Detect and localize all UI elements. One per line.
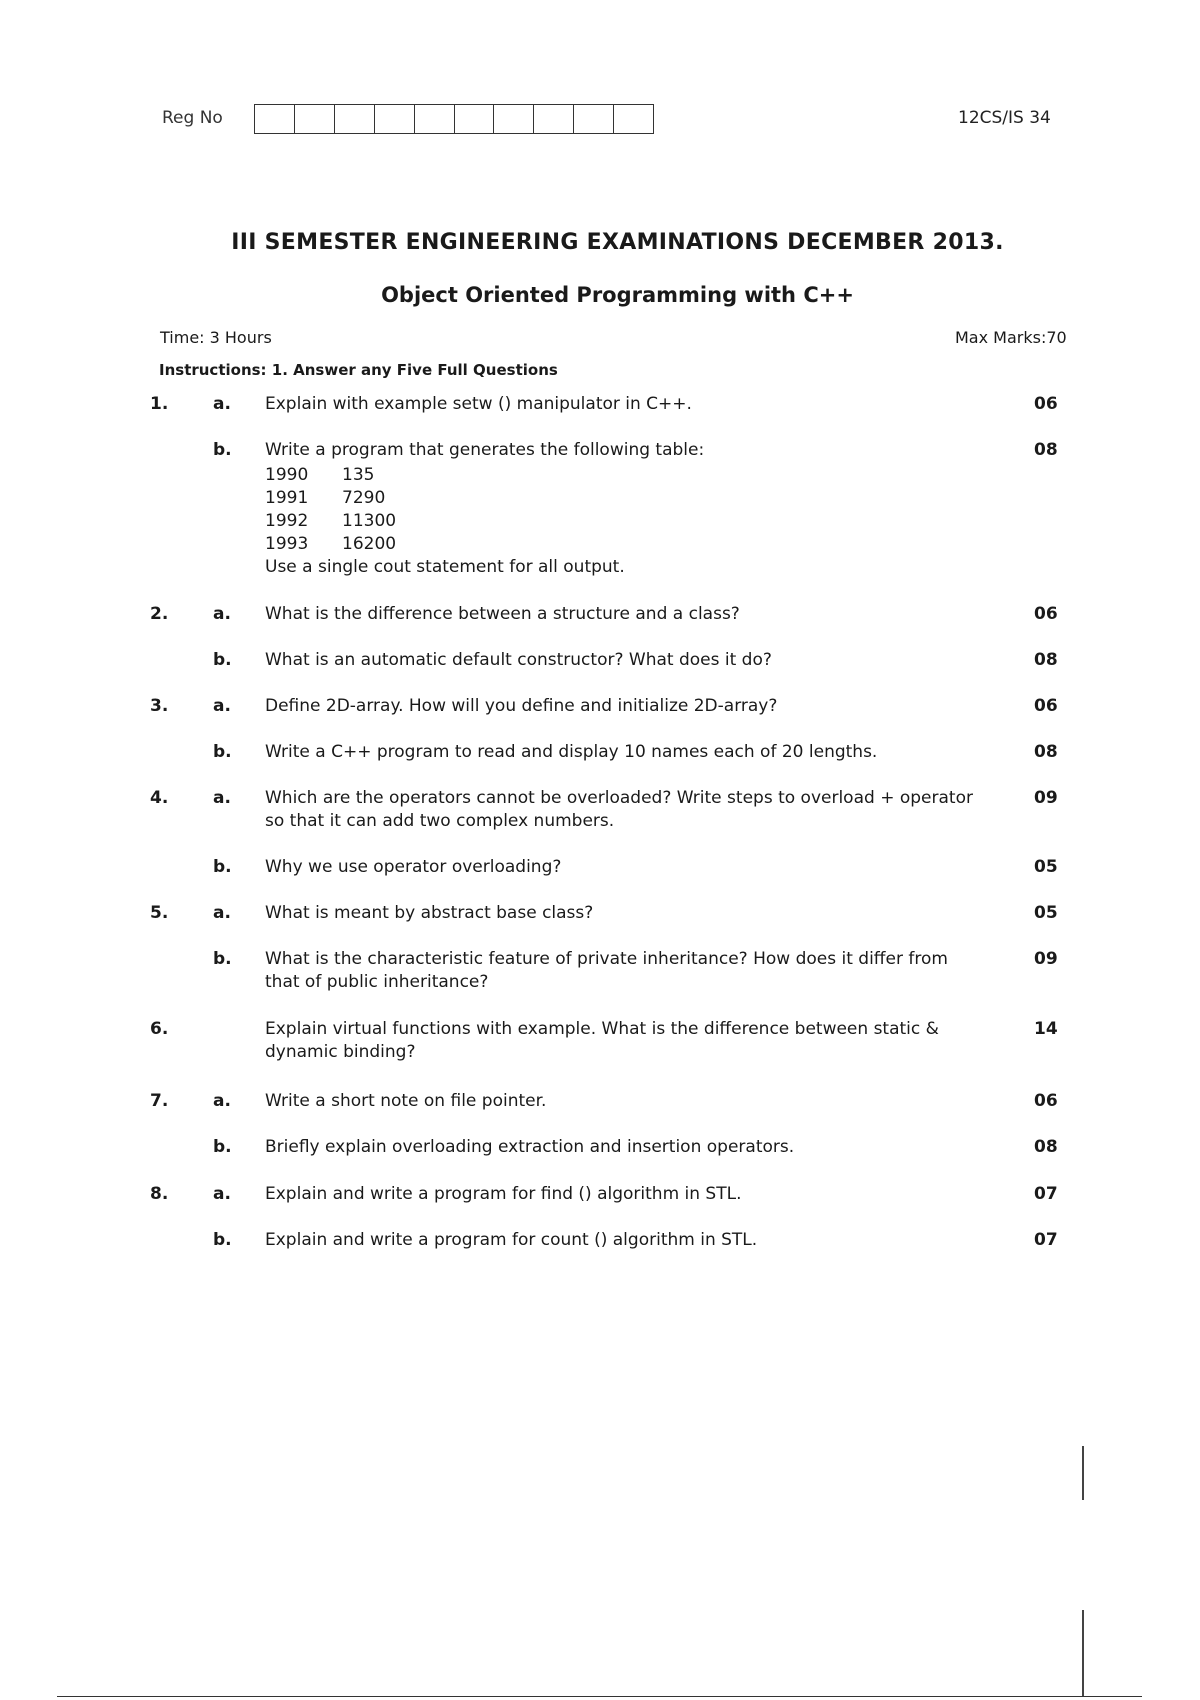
reg-no-digit-box[interactable] bbox=[415, 105, 455, 133]
question-part: a. bbox=[213, 696, 231, 716]
question-text: What is the characteristic feature of private inheritance? How does it differ from that of public inheritance? bbox=[265, 949, 948, 992]
question-part: b. bbox=[213, 440, 232, 460]
question-text: Define 2D-array. How will you define and initialize 2D-array? bbox=[265, 696, 778, 716]
question-text: Write a short note on file pointer. bbox=[265, 1091, 547, 1111]
reg-no-label: Reg No bbox=[162, 108, 223, 128]
table-cell: 135 bbox=[342, 465, 375, 485]
question-part: b. bbox=[213, 1230, 232, 1250]
question-part: a. bbox=[213, 394, 231, 414]
table-row bbox=[265, 533, 985, 556]
table-cell: 1991 bbox=[265, 488, 309, 508]
question-marks: 14 bbox=[1034, 1019, 1058, 1039]
question-text: Explain virtual functions with example. What is the difference between static & dynamic binding? bbox=[265, 1019, 939, 1062]
question-part: a. bbox=[213, 604, 231, 624]
question-marks: 06 bbox=[1034, 604, 1058, 624]
question-marks: 08 bbox=[1034, 440, 1058, 460]
reg-no-boxes[interactable] bbox=[254, 104, 654, 134]
question-number: 8. bbox=[150, 1184, 169, 1204]
question-number: 6. bbox=[150, 1019, 169, 1039]
table-cell: 11300 bbox=[342, 511, 397, 531]
reg-no-digit-box[interactable] bbox=[255, 105, 295, 133]
question-part: b. bbox=[213, 742, 232, 762]
course-code: 12CS/IS 34 bbox=[958, 108, 1051, 128]
footer-rule bbox=[57, 1696, 1142, 1697]
question-part: b. bbox=[213, 650, 232, 670]
question-marks: 08 bbox=[1034, 1137, 1058, 1157]
table-cell: 1992 bbox=[265, 511, 309, 531]
question-text: What is the difference between a structure and a class? bbox=[265, 604, 740, 624]
table-cell: 16200 bbox=[342, 534, 397, 554]
reg-no-digit-box[interactable] bbox=[295, 105, 335, 133]
question-number: 3. bbox=[150, 696, 169, 716]
question-text: What is meant by abstract base class? bbox=[265, 903, 594, 923]
reg-no-digit-box[interactable] bbox=[534, 105, 574, 133]
question-part: a. bbox=[213, 903, 231, 923]
question-text: Explain and write a program for count () algorithm in STL. bbox=[265, 1230, 758, 1250]
table-row bbox=[265, 487, 985, 510]
question-marks: 06 bbox=[1034, 394, 1058, 414]
question-number: 1. bbox=[150, 394, 169, 414]
reg-no-digit-box[interactable] bbox=[494, 105, 534, 133]
question-part: b. bbox=[213, 857, 232, 877]
question-part: b. bbox=[213, 1137, 232, 1157]
table-cell: 7290 bbox=[342, 488, 386, 508]
question-text: What is an automatic default constructor? What does it do? bbox=[265, 650, 772, 670]
reg-no-digit-box[interactable] bbox=[455, 105, 495, 133]
question-marks: 05 bbox=[1034, 857, 1058, 877]
question-number: 7. bbox=[150, 1091, 169, 1111]
question-marks: 08 bbox=[1034, 742, 1058, 762]
table-row bbox=[265, 464, 985, 487]
margin-mark bbox=[1082, 1610, 1084, 1696]
question-part: a. bbox=[213, 788, 231, 808]
question-marks: 06 bbox=[1034, 696, 1058, 716]
reg-no-digit-box[interactable] bbox=[335, 105, 375, 133]
subject-title: Object Oriented Programming with C++ bbox=[381, 283, 854, 307]
question-marks: 08 bbox=[1034, 650, 1058, 670]
exam-duration: Time: 3 Hours bbox=[160, 328, 272, 347]
table-cell: 1993 bbox=[265, 534, 309, 554]
reg-no-digit-box[interactable] bbox=[614, 105, 653, 133]
question-part: a. bbox=[213, 1184, 231, 1204]
output-table bbox=[265, 464, 985, 556]
question-marks: 05 bbox=[1034, 903, 1058, 923]
reg-no-digit-box[interactable] bbox=[375, 105, 415, 133]
question-marks: 06 bbox=[1034, 1091, 1058, 1111]
question-part: a. bbox=[213, 1091, 231, 1111]
question-text: Explain and write a program for find () algorithm in STL. bbox=[265, 1184, 742, 1204]
question-note: Use a single cout statement for all output. bbox=[265, 557, 625, 577]
table-cell: 1990 bbox=[265, 465, 309, 485]
question-marks: 07 bbox=[1034, 1230, 1058, 1250]
instructions: Instructions: 1. Answer any Five Full Questions bbox=[159, 361, 558, 379]
question-text: Briefly explain overloading extraction and insertion operators. bbox=[265, 1137, 795, 1157]
question-number: 2. bbox=[150, 604, 169, 624]
margin-mark bbox=[1082, 1446, 1084, 1500]
table-row bbox=[265, 510, 985, 533]
question-text: Which are the operators cannot be overloaded? Write steps to overload + operator so that it can add two complex numbers. bbox=[265, 788, 973, 831]
question-marks: 07 bbox=[1034, 1184, 1058, 1204]
exam-title: III SEMESTER ENGINEERING EXAMINATIONS DECEMBER 2013. bbox=[231, 230, 1004, 255]
question-number: 5. bbox=[150, 903, 169, 923]
question-marks: 09 bbox=[1034, 788, 1058, 808]
question-marks: 09 bbox=[1034, 949, 1058, 969]
question-text: Write a C++ program to read and display 10 names each of 20 lengths. bbox=[265, 742, 878, 762]
question-part: b. bbox=[213, 949, 232, 969]
question-text: Explain with example setw () manipulator in C++. bbox=[265, 394, 692, 414]
max-marks: Max Marks:70 bbox=[955, 328, 1067, 347]
question-text: Why we use operator overloading? bbox=[265, 857, 562, 877]
question-text: Write a program that generates the following table: bbox=[265, 440, 705, 460]
reg-no-digit-box[interactable] bbox=[574, 105, 614, 133]
question-number: 4. bbox=[150, 788, 169, 808]
